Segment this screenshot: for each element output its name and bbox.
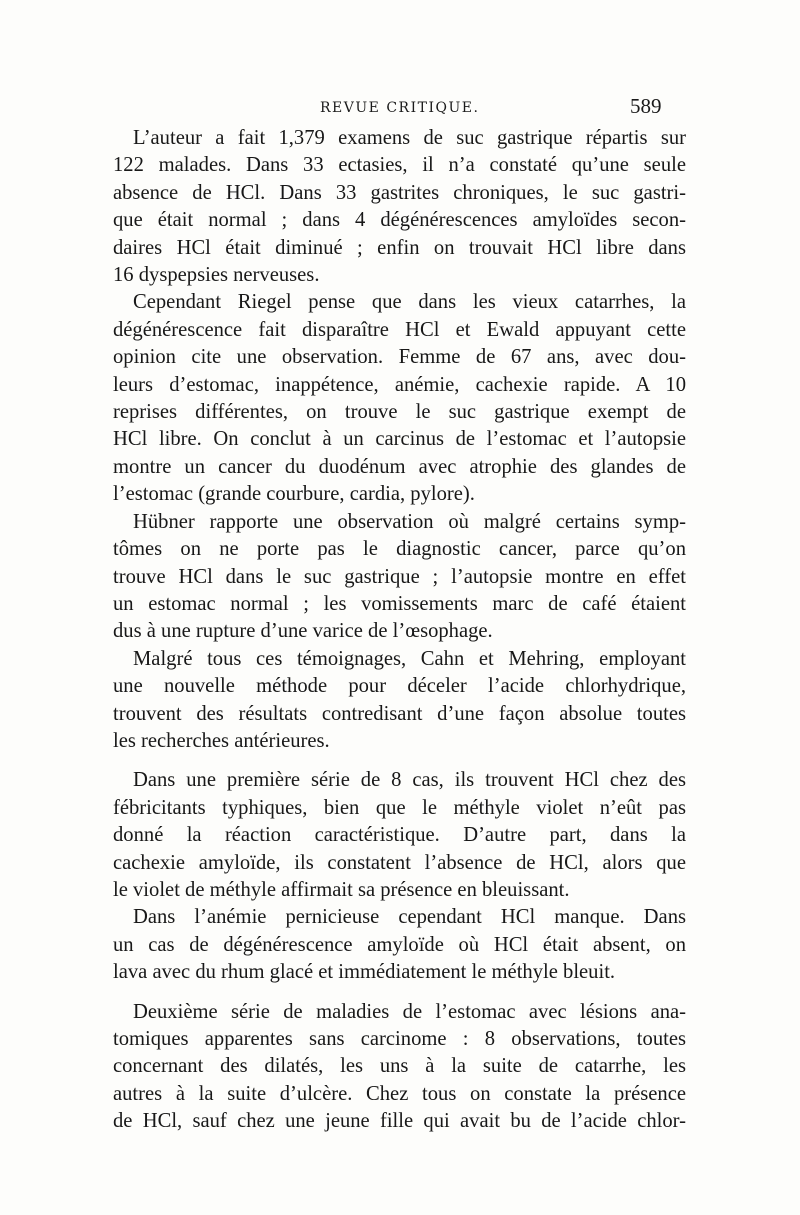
text-line: concernant des dilatés, les uns à la suite de catarrhe, les	[113, 1055, 686, 1078]
text-line: tomiques apparentes sans carcinome : 8 observations, toutes	[113, 1028, 686, 1050]
text-line: absence de HCl. Dans 33 gastrites chroniques, le suc gastri-	[113, 181, 686, 204]
text-line: reprises différentes, on trouve le suc gastrique exempt de	[113, 401, 686, 424]
text-line: de HCl, sauf chez une jeune fille qui avait bu de l’acide chlor-	[113, 1110, 686, 1133]
text-line: un cas de dégénérescence amyloïde où HCl était absent, on	[113, 933, 686, 956]
text-line: Malgré tous ces témoignages, Cahn et Mehring, employant	[133, 647, 686, 670]
paragraph	[113, 999, 686, 1136]
running-title: REVUE CRITIQUE.	[320, 100, 480, 116]
text-line: donné la réaction caractéristique. D’autre part, dans la	[113, 824, 686, 847]
text-line: que était normal ; dans 4 dégénérescences amyloïdes secon-	[113, 209, 686, 232]
text-line: dus à une rupture d’une varice de l’œsophage.	[113, 620, 493, 643]
text-line: 122 malades. Dans 33 ectasies, il n’a constaté qu’une seule	[113, 154, 686, 177]
text-line: Dans l’anémie pernicieuse cependant HCl manque. Dans	[133, 906, 686, 929]
text-line: Dans une première série de 8 cas, ils trouvent HCl chez des	[133, 769, 686, 792]
paragraph	[113, 125, 686, 289]
body-text	[113, 125, 686, 1136]
paragraph	[113, 289, 686, 508]
page-number: 589	[630, 94, 662, 118]
text-line: opinion cite une observation. Femme de 67 ans, avec dou-	[113, 346, 686, 369]
text-line: daires HCl était diminué ; enfin on trouvait HCl libre dans	[113, 236, 686, 259]
text-line: autres à la suite d’ulcère. Chez tous on constate la présence	[113, 1082, 686, 1105]
text-line: lava avec du rhum glacé et immédiatement le méthyle bleuit.	[113, 961, 616, 984]
text-line: trouvent des résultats contredisant d’une façon absolue toutes	[113, 702, 686, 725]
text-line: Cependant Riegel pense que dans les vieux catarrhes, la	[133, 291, 686, 314]
text-line: leurs d’estomac, inappétence, anémie, cachexie rapide. A 10	[113, 373, 686, 396]
text-line: L’auteur a fait 1,379 examens de suc gastrique répartis sur	[133, 127, 686, 149]
paragraph	[113, 767, 686, 904]
text-line: l’estomac (grande courbure, cardia, pylore).	[113, 483, 475, 506]
text-line: HCl libre. On conclut à un carcinus de l’estomac et l’autopsie	[113, 428, 686, 451]
text-line: Hübner rapporte une observation où malgré certains symp-	[133, 510, 686, 533]
paragraph	[113, 509, 686, 646]
text-line: tômes on ne porte pas le diagnostic cancer, parce qu’on	[113, 538, 686, 561]
text-line: Deuxième série de maladies de l’estomac avec lésions ana-	[133, 1000, 686, 1023]
paragraph	[113, 904, 686, 986]
text-line: le violet de méthyle affirmait sa présence en bleuissant.	[113, 878, 570, 901]
text-line: montre un cancer du duodénum avec atrophie des glandes de	[113, 455, 686, 478]
text-line: cachexie amyloïde, ils constatent l’absence de HCl, alors que	[113, 851, 686, 874]
paragraph-gap	[113, 755, 686, 767]
text-line: un estomac normal ; les vomissements marc de café étaient	[113, 592, 686, 615]
text-line: dégénérescence fait disparaître HCl et Ewald appuyant cette	[113, 318, 686, 341]
paragraph	[113, 646, 686, 756]
text-line: trouve HCl dans le suc gastrique ; l’autopsie montre en effet	[113, 565, 686, 588]
text-line: les recherches antérieures.	[113, 729, 330, 752]
text-line: une nouvelle méthode pour déceler l’acide chlorhydrique,	[113, 675, 686, 698]
text-line: fébricitants typhiques, bien que le méthyle violet n’eût pas	[113, 796, 686, 819]
text-line: 16 dyspepsies nerveuses.	[113, 264, 320, 287]
paragraph-gap	[113, 987, 686, 999]
